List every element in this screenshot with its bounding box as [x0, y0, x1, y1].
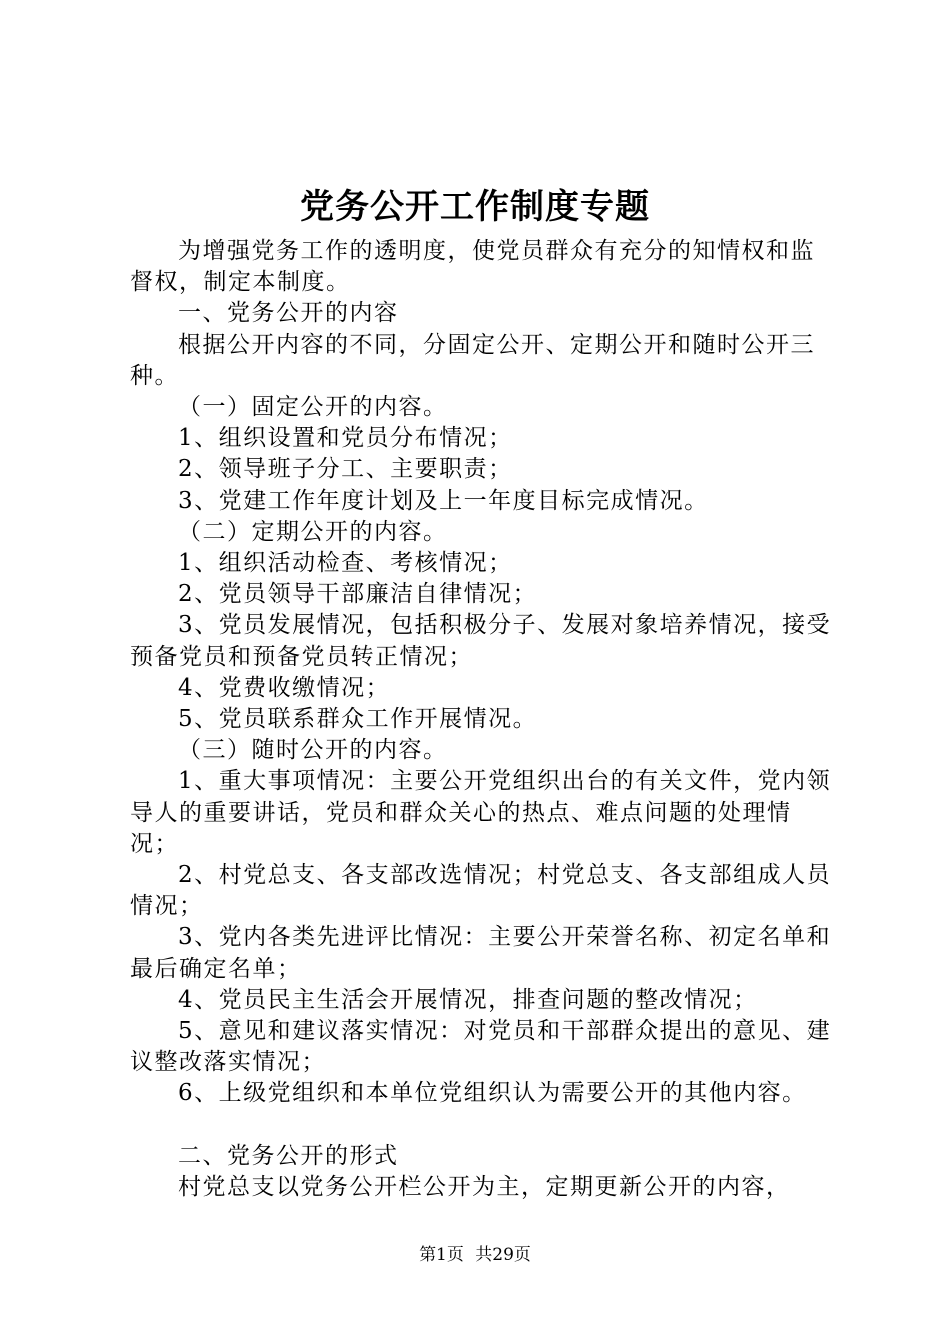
- list-item: 3、党员发展情况，包括积极分子、发展对象培养情况，接受预备党员和预备党员转正情况；: [130, 612, 832, 670]
- list-item: 2、党员领导干部廉洁自律情况；: [178, 581, 538, 608]
- list-item: 1、组织活动检查、考核情况；: [178, 550, 513, 577]
- blank-line: [130, 1110, 832, 1141]
- subsection-heading: （一）固定公开的内容。: [178, 394, 448, 421]
- list-item: 3、党建工作年度计划及上一年度目标完成情况。: [178, 487, 709, 514]
- page-number: 第1页: [419, 1245, 464, 1265]
- document-title: 党务公开工作制度专题: [300, 187, 650, 227]
- list-item: 2、村党总支、各支部改选情况；村党总支、各支部组成人员情况；: [130, 862, 832, 920]
- section-heading-2: 二、党务公开的形式: [178, 1142, 399, 1169]
- document-body: [130, 236, 832, 1203]
- paragraph: 村党总支以党务公开栏公开为主，定期更新公开的内容，: [178, 1174, 791, 1201]
- list-item: 2、领导班子分工、主要职责；: [178, 456, 513, 483]
- page-footer: [0, 1243, 950, 1267]
- section-heading-1: 一、党务公开的内容: [178, 300, 399, 327]
- subsection-heading: （二）定期公开的内容。: [178, 518, 448, 545]
- list-item: 5、党员联系群众工作开展情况。: [178, 706, 538, 733]
- list-item: 6、上级党组织和本单位党组织认为需要公开的其他内容。: [178, 1080, 807, 1107]
- list-item: 1、重大事项情况：主要公开党组织出台的有关文件，党内领导人的重要讲话，党员和群众关心的热点、难点问题的处理情况；: [130, 768, 832, 857]
- paragraph-intro: 为增强党务工作的透明度，使党员群众有充分的知情权和监督权，制定本制度。: [130, 238, 815, 296]
- subsection-heading: （三）随时公开的内容。: [178, 737, 448, 764]
- list-item: 4、党费收缴情况；: [178, 674, 391, 701]
- list-item: 5、意见和建议落实情况：对党员和干部群众提出的意见、建议整改落实情况；: [130, 1018, 832, 1076]
- page-total: 共29页: [475, 1245, 531, 1265]
- paragraph: 根据公开内容的不同，分固定公开、定期公开和随时公开三种。: [130, 331, 815, 389]
- list-item: 4、党员民主生活会开展情况，排查问题的整改情况；: [178, 986, 758, 1013]
- list-item: 1、组织设置和党员分布情况；: [178, 425, 513, 452]
- list-item: 3、党内各类先进评比情况：主要公开荣誉名称、初定名单和最后确定名单；: [130, 924, 832, 982]
